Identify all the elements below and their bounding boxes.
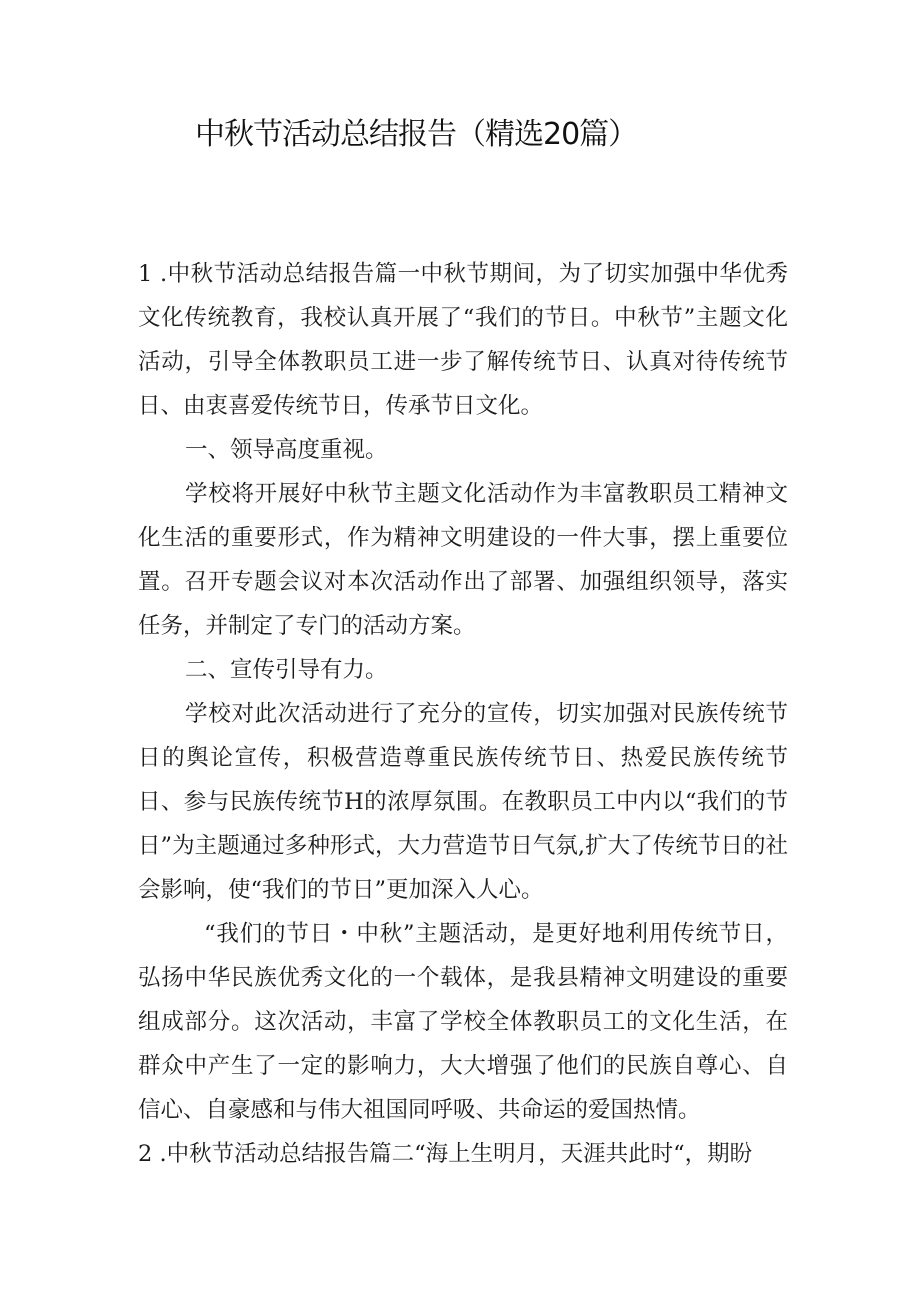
- paragraph-publicity: 学校对此次活动进行了充分的宣传，切实加强对民族传统节日的舆论宣传，积极营造尊重民族传统节日、热爱民族传统节日、参与民族传统节H的浓厚氛围。在教职员工中内以“我们的节日”为主题通过多种形式，大力营造节日气氛,扩大了传统节日的社会影响，使“我们的节日”更加深入人心。: [138, 701, 788, 903]
- document-title: 中秋节活动总结报告（精选20篇）: [195, 117, 638, 152]
- document-body: [138, 252, 788, 1176]
- heading-leadership: 一、领导高度重视。: [185, 437, 388, 463]
- paragraph-summary: “我们的节日・中秋”主题活动，是更好地利用传统节日，弘扬中华民族优秀文化的一个载体，是我县精神文明建设的重要组成部分。这次活动，丰富了学校全体教职员工的文化生活，在群众中产生了一定的影响力，大大增强了他们的民族自尊心、自信心、自豪感和与伟大祖国同呼吸、共命运的爱国热情。: [138, 921, 788, 1123]
- heading-publicity: 二、宣传引导有力。: [185, 657, 388, 683]
- paragraph-leadership: 学校将开展好中秋节主题文化活动作为丰富教职员工精神文化生活的重要形式，作为精神文明建设的一件大事，摆上重要位置。召开专题会议对本次活动作出了部署、加强组织领导，落实任务，并制定了专门的活动方案。: [138, 481, 788, 639]
- paragraph-section-1-intro: 1 .中秋节活动总结报告篇一中秋节期间，为了切实加强中华优秀文化传统教育，我校认真开展了“我们的节日。中秋节”主题文化活动，引导全体教职员工进一步了解传统节日、认真对待传统节日、由衷喜爱传统节日，传承节日文化。: [138, 261, 788, 419]
- paragraph-section-2-intro: 2 .中秋节活动总结报告篇二“海上生明月，天涯共此时“，期盼: [138, 1141, 753, 1167]
